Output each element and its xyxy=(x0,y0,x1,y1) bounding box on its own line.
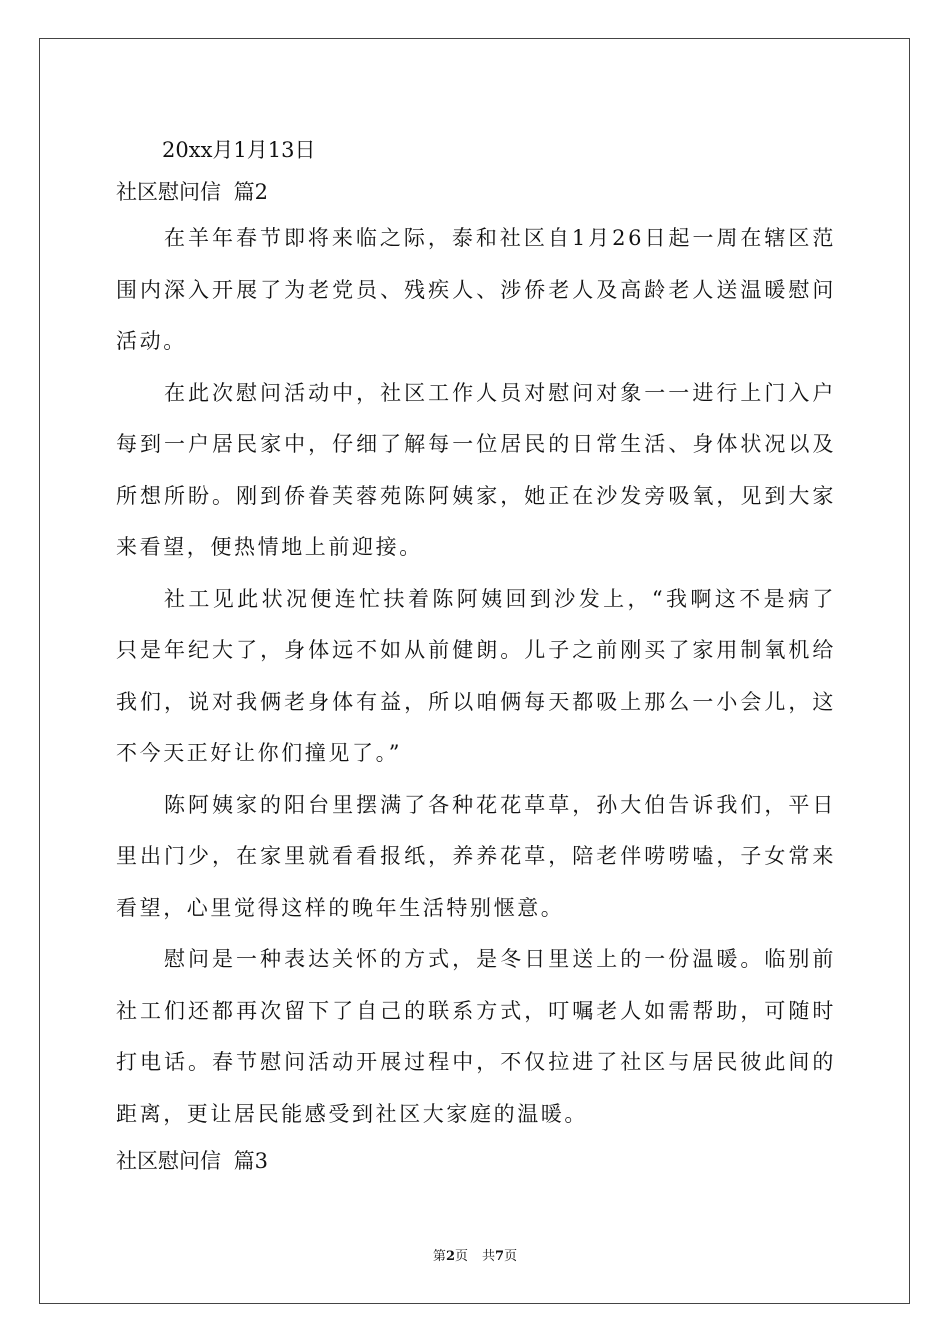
section-heading-2: 社区慰问信 篇2 xyxy=(116,180,269,204)
paragraph: 在此次慰问活动中，社区工作人员对慰问对象一一进行上门入户每到一户居民家中，仔细了解每一位居民的日常生活、身体状况以及所想所盼。刚到侨眷芙蓉苑陈阿姨家，她正在沙发旁吸氧，见到大家来看望，便热情地上前迎接。 xyxy=(116,380,836,559)
paragraph: 社工见此状况便连忙扶着陈阿姨回到沙发上，“我啊这不是病了只是年纪大了，身体远不如从前健朗。儿子之前刚买了家用制氧机给我们，说对我俩老身体有益，所以咱俩每天都吸上那么一小会儿，这不今天正好让你们撞见了。” xyxy=(116,586,836,765)
footer-total-pages: 7 xyxy=(495,1249,505,1264)
footer-page-prefix: 第 xyxy=(432,1249,446,1264)
footer-total-suffix: 页 xyxy=(504,1249,518,1264)
document-body xyxy=(116,129,836,1182)
page-footer xyxy=(0,1248,950,1266)
paragraph: 陈阿姨家的阳台里摆满了各种花花草草，孙大伯告诉我们，平日里出门少，在家里就看看报纸，养养花草，陪老伴唠唠嗑，子女常来看望，心里觉得这样的晚年生活特别惬意。 xyxy=(116,792,836,920)
footer-page-number: 2 xyxy=(445,1249,455,1264)
footer-page-suffix: 页 xyxy=(454,1249,468,1264)
section-heading-3: 社区慰问信 篇3 xyxy=(116,1149,269,1173)
date-line: 20xx月1月13日 xyxy=(162,138,316,162)
paragraph: 在羊年春节即将来临之际，泰和社区自1月26日起一周在辖区范围内深入开展了为老党员、残疾人、涉侨老人及高龄老人送温暖慰问活动。 xyxy=(116,226,836,353)
paragraph: 慰问是一种表达关怀的方式，是冬日里送上的一份温暖。临别前社工们还都再次留下了自己的联系方式，叮嘱老人如需帮助，可随时打电话。春节慰问活动开展过程中，不仅拉进了社区与居民彼此间的距离，更让居民能感受到社区大家庭的温暖。 xyxy=(116,947,836,1126)
footer-total-prefix: 共 xyxy=(482,1249,496,1264)
